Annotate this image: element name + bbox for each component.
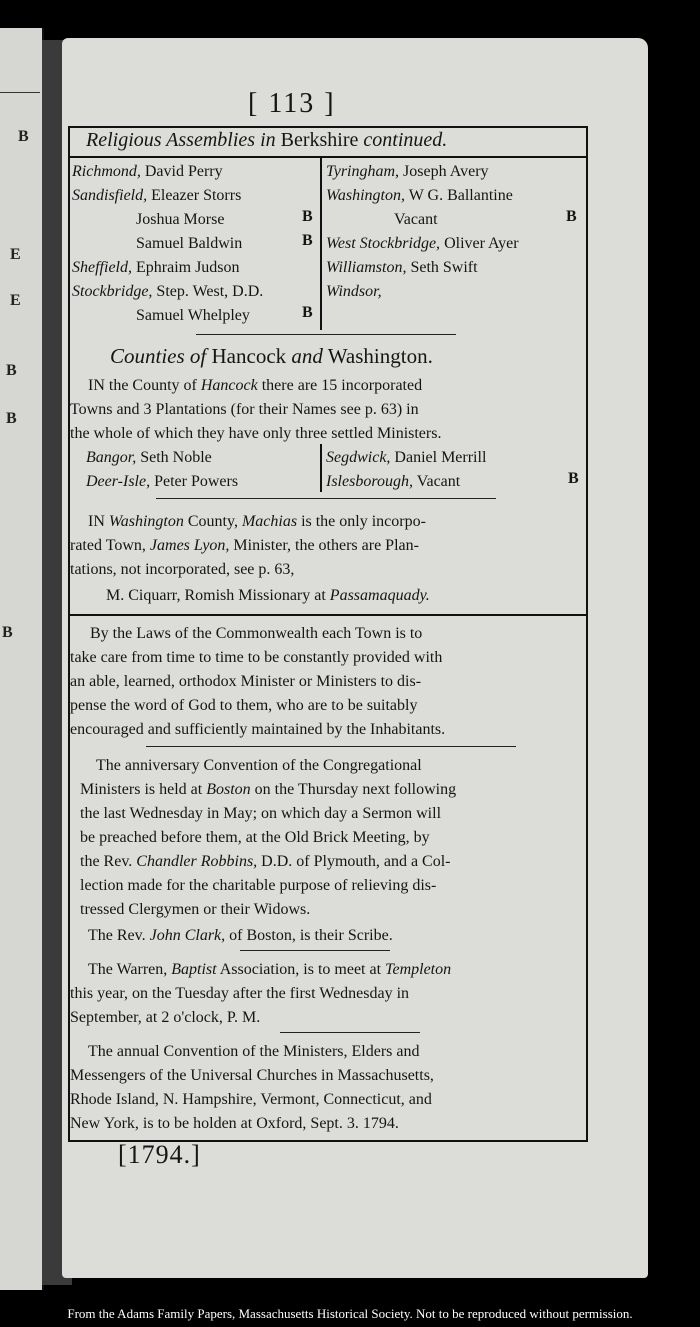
laws-line: take care from time to time to be constantly provided with	[70, 649, 443, 666]
heading-tail: continued.	[363, 129, 448, 151]
minister-entry: Bangor, Seth Noble	[86, 449, 212, 466]
section-rule	[280, 1032, 420, 1033]
minister-entry: Segdwick, Daniel Merrill	[326, 449, 487, 466]
heading-place: Berkshire	[280, 129, 359, 151]
page-number: [ 113 ]	[248, 88, 336, 119]
convention-line: tressed Clergymen or their Widows.	[80, 901, 311, 918]
convention-line: be preached before them, at the Old Brick Meeting, by	[80, 829, 430, 846]
margin-mark: E	[10, 246, 21, 263]
section-rule	[240, 950, 390, 951]
convention-line: The Rev. John Clark, of Boston, is their Scribe.	[88, 927, 393, 944]
margin-mark: E	[10, 292, 21, 309]
section-divider	[68, 614, 586, 616]
heading-underline	[68, 156, 586, 158]
section-rule	[156, 498, 496, 499]
laws-line: encouraged and sufficiently maintained by the Inhabitants.	[70, 721, 446, 738]
margin-mark: B	[18, 128, 29, 145]
baptist-mark: B	[302, 232, 313, 249]
convention-line: the last Wednesday in May; on which day a Sermon will	[80, 805, 442, 822]
minister-entry: Joshua Morse	[136, 211, 225, 228]
convention-line: the Rev. Chandler Robbins, D.D. of Plymouth, and a Col-	[80, 853, 451, 870]
minister-entry: Windsor,	[326, 283, 382, 300]
minister-entry: Richmond, David Perry	[72, 163, 223, 180]
minister-entry: Tyringham, Joseph Avery	[326, 163, 489, 180]
margin-mark: B	[6, 410, 17, 427]
baptist-mark: B	[566, 208, 577, 225]
facing-page-rule	[0, 92, 40, 93]
minister-entry: Sandisfield, Eleazer Storrs	[72, 187, 242, 204]
column-divider	[320, 444, 322, 492]
minister-entry: Stockbridge, Step. West, D.D.	[72, 283, 264, 300]
minister-entry: Vacant	[394, 211, 438, 228]
universal-line: New York, is to be holden at Oxford, Sept. 3. 1794.	[70, 1115, 399, 1132]
minister-entry: West Stockbridge, Oliver Ayer	[326, 235, 519, 252]
universal-line: Rhode Island, N. Hampshire, Vermont, Connecticut, and	[70, 1091, 432, 1108]
minister-entry: Samuel Whelpley	[136, 307, 250, 324]
universal-line: Messengers of the Universal Churches in Massachusetts,	[70, 1067, 434, 1084]
convention-line: The anniversary Convention of the Congregational	[96, 757, 422, 774]
laws-line: an able, learned, orthodox Minister or Ministers to dis-	[70, 673, 422, 690]
baptist-mark: B	[302, 304, 313, 321]
copyright-footer: From the Adams Family Papers, Massachusetts Historical Society. Not to be reproduced without permission.	[67, 1306, 633, 1321]
column-divider	[320, 158, 322, 330]
minister-entry: Sheffield, Ephraim Judson	[72, 259, 240, 276]
laws-line: By the Laws of the Commonwealth each Town is to	[90, 625, 423, 642]
warren-line: September, at 2 o'clock, P. M.	[70, 1009, 261, 1026]
hancock-paragraph-line: Towns and 3 Plantations (for their Names see p. 63) in	[70, 401, 419, 418]
baptist-mark: B	[302, 208, 313, 225]
minister-entry: Samuel Baldwin	[136, 235, 243, 252]
margin-mark: B	[2, 624, 13, 641]
minister-entry: Washington, W G. Ballantine	[326, 187, 513, 204]
section-rule	[146, 746, 516, 747]
baptist-mark: B	[568, 470, 579, 487]
berkshire-heading	[86, 130, 447, 150]
convention-line: lection made for the charitable purpose of relieving dis-	[80, 877, 437, 894]
washington-paragraph-line: tations, not incorporated, see p. 63,	[70, 561, 295, 578]
hancock-paragraph-line: the whole of which they have only three settled Ministers.	[70, 425, 442, 442]
laws-line: pense the word of God to them, who are to be suitably	[70, 697, 418, 714]
hancock-heading: Counties of Hancock and Washington.	[110, 344, 433, 368]
convention-line: Ministers is held at Boston on the Thursday next following	[80, 781, 457, 798]
section-rule	[196, 334, 456, 335]
washington-paragraph-line: rated Town, James Lyon, Minister, the others are Plan-	[70, 537, 419, 554]
universal-line: The annual Convention of the Ministers, Elders and	[88, 1043, 420, 1060]
facing-page-edge	[0, 28, 44, 1290]
catchword-year: [1794.]	[118, 1140, 201, 1169]
minister-entry: Williamston, Seth Swift	[326, 259, 478, 276]
minister-entry: Islesborough, Vacant	[326, 473, 461, 490]
washington-paragraph-line: M. Ciquarr, Romish Missionary at Passamaquady.	[106, 587, 430, 604]
warren-line: this year, on the Tuesday after the first Wednesday in	[70, 985, 410, 1002]
margin-mark: B	[6, 362, 17, 379]
hancock-paragraph-line: IN the County of Hancock there are 15 incorporated	[88, 377, 423, 394]
minister-entry: Deer-Isle, Peter Powers	[86, 473, 239, 490]
heading-italic-part: Religious Assemblies in	[86, 129, 276, 151]
warren-line: The Warren, Baptist Association, is to meet at Templeton	[88, 961, 452, 978]
washington-paragraph-line: IN Washington County, Machias is the only incorpo-	[88, 513, 426, 530]
